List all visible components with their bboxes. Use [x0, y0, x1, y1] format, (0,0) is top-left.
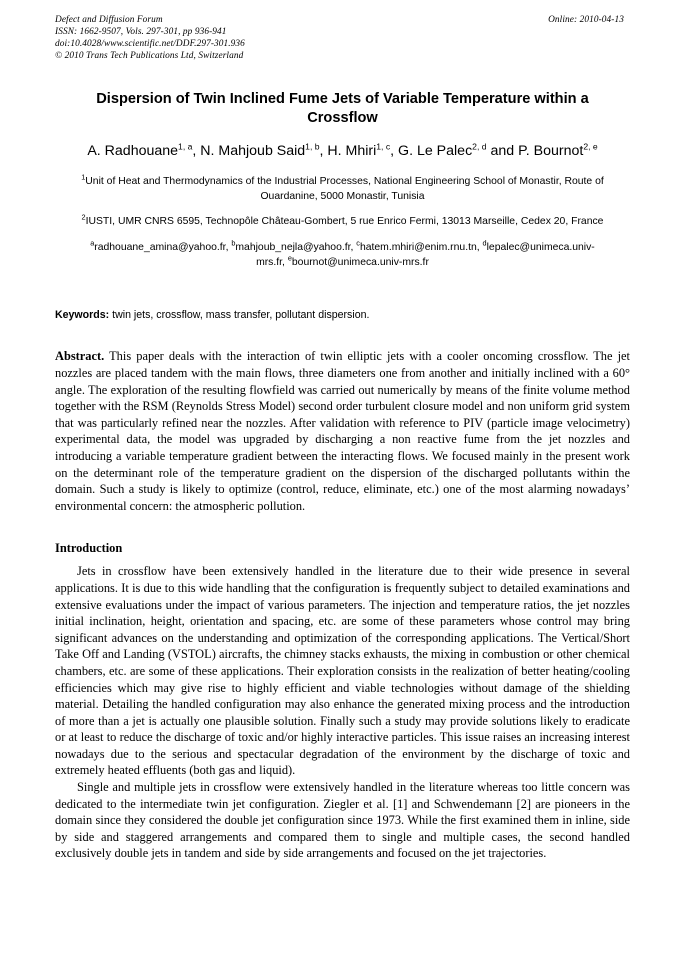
affiliation-text: Unit of Heat and Thermodynamics of the Industrial Processes, National Engineering School of Monastir, Route of Ouardanine, 5000 Monastir, Tunisia: [85, 176, 604, 203]
email-address[interactable]: radhouane_amina@yahoo.fr: [94, 242, 226, 254]
copyright-line: © 2010 Trans Tech Publications Ltd, Switzerland: [55, 51, 244, 61]
affiliation-list: [79, 174, 606, 229]
email-address[interactable]: mahjoub_nejla@yahoo.fr: [235, 242, 351, 254]
author-entry: [87, 143, 200, 159]
paper-title: Dispersion of Twin Inclined Fume Jets of Variable Temperature within a Crossflow: [96, 91, 589, 126]
affiliation-item: [79, 214, 606, 229]
abstract-text: This paper deals with the interaction of twin elliptic jets with a cooler oncoming crossflow. The jet nozzles are placed tandem with the main flows, three diameters one from another and initially inclined with a 60° angle. The exploration of the resulting flowfield was carried out numerically by means of the finite volume method together with the RSM (Reynolds Stress Model) second order turbulent closure model and non uniform grid system that was particularly refined near the nozzles. After validation with reference to PIV (particle image velocimetry) experimental data, the model was upgraded by discharging a non reactive fume from the jet nozzles and introducing a variable temperature gradient between the interacting flows. We focused mainly in the present work on the determinant role of the temperature gradient on the dispersion of the discharged pollutants within the domain. Such a study is likely to optimize (control, reduce, eliminate, etc.) one of the most alarming nowadays’ environmental concern: the atmospheric pollution.: [55, 349, 630, 513]
email-separator: ,: [225, 242, 232, 254]
author-affiliation-marker: 1, c: [376, 141, 391, 152]
author-affiliation-marker: 2, d: [472, 141, 487, 152]
introduction-paragraph-2: Single and multiple jets in crossflow were extensively handled in the literature whereas too little concern was dedicated to the intermediate twin jet configuration. Ziegler et al. [1] and Schwendemann [2] are pioneers in the domain since they considered the double jet configuration since 1973. While the first examined them in inline, side by side and staggered arrangements and compared them to single and multiple cases, the second handled exclusively double jets in tandem and side by side arrangements and focused on the jet trajectories.: [55, 780, 630, 861]
online-publication-date: Online: 2010-04-13: [548, 15, 624, 25]
email-address[interactable]: bournot@unimeca.univ-mrs.fr: [291, 256, 429, 268]
keywords-text: twin jets, crossflow, mass transfer, pollutant dispersion.: [112, 309, 370, 322]
author-entry: [398, 143, 514, 159]
author-separator: ,: [390, 143, 399, 159]
email-separator: ,: [350, 242, 357, 254]
author-email-list: [85, 238, 600, 270]
email-address[interactable]: hatem.mhiri@enim.rnu.tn,: [359, 242, 480, 254]
keywords-label: Keywords:: [55, 309, 110, 322]
affiliation-item: [79, 174, 606, 205]
author-name: A. Radhouane: [87, 143, 179, 159]
doi-line: doi:10.4028/www.scientific.net/DDF.297-301.936: [55, 39, 245, 49]
author-separator: and: [486, 143, 515, 159]
author-name: G. Le Palec: [398, 143, 473, 159]
issn-volume-pages: ISSN: 1662-9507, Vols. 297-301, pp 936-941: [55, 27, 227, 37]
journal-name: Defect and Diffusion Forum: [55, 15, 163, 25]
introduction-paragraph-1: Jets in crossflow have been extensively handled in the literature due to their wide presence in several applications. It is due to this wide handling that the configuration is frequently subject to detailed examinations and extensive evaluations under the impact of various parameters. The injection and temperature ratios, the jet nozzles initial inclination, height, orientation and spacing, etc. are some of these parameters whose control may bring significant advances on the understanding and optimization of the corresponding applications. The Vertical/Short Take Off and Landing (VSTOL) aircrafts, the chimney stacks exhausts, the mixing in combustion or other chemical chambers, etc. are some of these applications. Their exploration consists in the realization of better heating/cooling efficiencies which may give rise to highly efficient and viable technologies without damage of the shielding material. Detailing the handled configuration may also enhance the generated mixing process and the introduction of more than a jet is actually one plausible solution. Finally such a study may provide solutions likely to eradicate or at least to reduce the discharge of toxic and/or highly interactive particles. This issue raises an increasing interest nowadays due to the serious and spectacular degradation of the environment by the discharge of toxic and extremely heated effluents (both gas and liquid).: [55, 564, 630, 778]
author-separator: ,: [192, 143, 201, 159]
email-marker: a: [90, 238, 95, 248]
author-entry: [327, 143, 398, 159]
email-marker: e: [287, 253, 292, 263]
email-marker: b: [231, 238, 236, 248]
email-marker: c: [356, 238, 360, 248]
author-affiliation-marker: 1, a: [178, 141, 193, 152]
author-affiliation-marker: 2, e: [583, 141, 598, 152]
affiliation-marker: 2: [81, 212, 86, 222]
author-name: P. Bournot: [518, 143, 584, 159]
keywords-line: [55, 308, 630, 322]
author-entry: [518, 143, 598, 159]
author-name: H. Mhiri: [327, 143, 377, 159]
email-address[interactable]: lepalec@unimeca.univ-mrs.fr: [256, 242, 595, 268]
affiliation-text: IUSTI, UMR CNRS 6595, Technopôle Château-Gombert, 5 rue Enrico Fermi, 13013 Marseille, Cedex 20, France: [85, 215, 604, 227]
author-separator: ,: [319, 143, 328, 159]
abstract-label: Abstract.: [55, 349, 105, 364]
author-name: N. Mahjoub Said: [200, 143, 306, 159]
abstract-paragraph: [55, 348, 630, 514]
author-entry: [200, 143, 327, 159]
email-separator: ,: [282, 256, 288, 268]
affiliation-marker: 1: [81, 172, 86, 182]
author-affiliation-marker: 1, b: [305, 141, 320, 152]
author-list: [83, 141, 602, 162]
publication-header-left: [55, 14, 245, 62]
introduction-heading: Introduction: [55, 541, 123, 556]
publication-header: [55, 14, 630, 62]
email-marker: d: [482, 238, 487, 248]
